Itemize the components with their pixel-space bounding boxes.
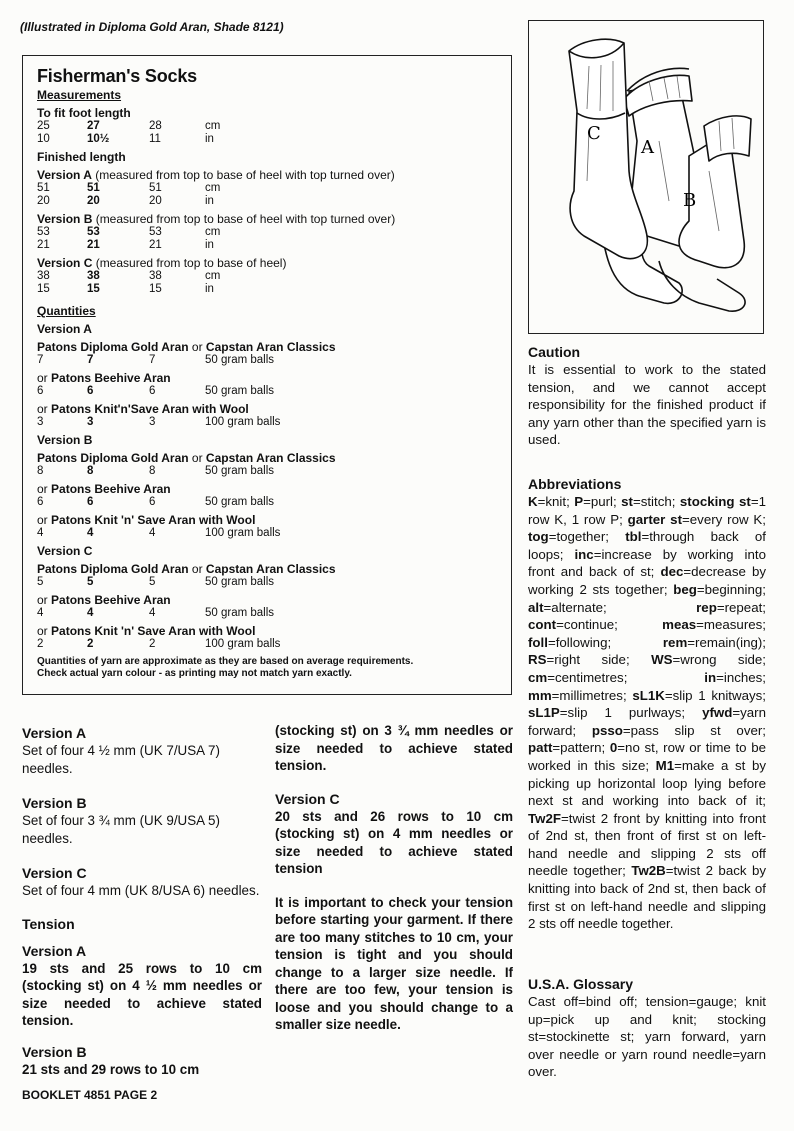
qty-a-beehive-row: 6 6 6 50 gram balls xyxy=(37,385,275,397)
qty-c-diploma-row: 5 5 5 50 gram balls xyxy=(37,576,275,588)
abbreviation-definition: =slip 1 knitways; xyxy=(664,687,766,703)
abbreviation-definition: =pass slip st over; xyxy=(622,722,766,738)
version-a-in-row: 20 20 20 in xyxy=(37,195,214,207)
abbreviation-definition: =1 row K, 1 row P; xyxy=(528,494,766,527)
abbreviation-definition: =knit; xyxy=(537,494,575,509)
abbreviation-term: dec xyxy=(660,564,684,580)
abbreviation-term: meas xyxy=(662,617,697,633)
abbreviation-definition: =through back of loops; xyxy=(528,529,766,562)
abbreviation-term: rep xyxy=(696,599,717,615)
abbreviation-definition: =remain(ing); xyxy=(687,634,766,650)
qty-version-a-label: Version A xyxy=(37,322,92,336)
abbreviation-definition: =measures; xyxy=(696,617,766,633)
abbreviation-term: sL1K xyxy=(632,687,665,703)
abbreviation-definition: =centimetres; xyxy=(547,669,705,685)
foot-length-label: To fit foot length xyxy=(37,106,131,120)
version-c-cm-row: 38 38 38 cm xyxy=(37,270,221,282)
abbreviation-term: inc xyxy=(574,546,594,562)
qty-b-diploma-label: Patons Diploma Gold Aran or Capstan Aran Classics xyxy=(37,451,336,465)
abbreviation-definition: =make a st by picking up horizontal loop lying before next st and working into back of it; xyxy=(528,757,766,809)
measurements-box xyxy=(22,55,512,695)
abbreviation-definition: =stitch; xyxy=(632,494,680,509)
abbreviation-definition: =wrong side; xyxy=(672,652,767,668)
illustration-note: (Illustrated in Diploma Gold Aran, Shade 8121) xyxy=(20,20,284,34)
qty-version-b-label: Version B xyxy=(37,433,93,447)
version-a-cm-row: 51 51 51 cm xyxy=(37,182,221,194)
abbreviation-definition: =continue; xyxy=(556,617,663,633)
needles-version-a-heading: Version A xyxy=(22,725,87,741)
qty-c-knit-row: 2 2 2 100 gram balls xyxy=(37,638,281,650)
qty-a-knit-row: 3 3 3 100 gram balls xyxy=(37,416,281,428)
needles-column xyxy=(22,725,262,1078)
tension-column xyxy=(275,722,513,1034)
sock-label-a: A xyxy=(641,137,654,158)
pattern-title: Fisherman's Socks xyxy=(37,66,197,86)
abbreviation-definition: =millimetres; xyxy=(551,687,633,703)
sock-b-cuff xyxy=(704,116,751,161)
abbreviation-term: WS xyxy=(651,652,673,668)
tension-version-c-text: 20 sts and 26 rows to 10 cm (stocking st) on 4 mm needles or size needed to achieve stated tension xyxy=(275,808,513,876)
tension-version-b-cont: (stocking st) on 3 ¾ mm needles or size needed to achieve stated tension. xyxy=(275,723,513,773)
abbreviations-heading: Abbreviations xyxy=(528,476,622,492)
abbreviation-term: tbl xyxy=(625,529,642,545)
qty-version-c-label: Version C xyxy=(37,544,93,558)
abbreviation-definition: =together; xyxy=(548,529,626,545)
abbreviation-definition: =alternate; xyxy=(543,599,697,615)
abbreviation-term: M1 xyxy=(655,757,675,773)
abbreviation-term: alt xyxy=(528,599,544,615)
version-a-length-label: Version A (measured from top to base of heel with top turned over) xyxy=(37,168,395,182)
needles-version-a-text: Set of four 4 ½ mm (UK 7/USA 7) needles. xyxy=(22,743,220,776)
quantities-note: Quantities of yarn are approximate as they are based on average requirements. Check actual yarn colour - as printing may not match yarn exactly. xyxy=(37,656,414,679)
version-b-cm-row: 53 53 53 cm xyxy=(37,226,221,238)
abbreviation-definition: =pattern; xyxy=(552,740,610,756)
abbreviation-term: in xyxy=(704,669,717,685)
tension-version-b-heading: Version B xyxy=(22,1043,87,1060)
abbreviation-term: RS xyxy=(528,652,547,668)
abbreviation-definition: =yarn forward; xyxy=(528,705,766,738)
abbreviation-term: cont xyxy=(528,617,557,633)
tension-version-a-heading: Version A xyxy=(22,942,87,959)
abbreviation-definition: =inches; xyxy=(716,669,766,685)
qty-b-knit-row: 4 4 4 100 gram balls xyxy=(37,527,281,539)
abbreviation-term: Tw2B xyxy=(631,863,666,879)
abbreviation-term: st xyxy=(621,494,633,509)
qty-c-knit-label: or Patons Knit 'n' Save Aran with Wool xyxy=(37,624,256,638)
abbreviation-definition: =purl; xyxy=(583,494,622,509)
qty-c-diploma-label: Patons Diploma Gold Aran or Capstan Aran Classics xyxy=(37,562,336,576)
tension-version-a-text: 19 sts and 25 rows to 10 cm (stocking st) on 4 ½ mm needles or size needed to achieve stated tension. xyxy=(22,960,262,1028)
abbreviation-definition: =every row K; xyxy=(682,511,766,527)
qty-a-beehive-label: or Patons Beehive Aran xyxy=(37,371,171,385)
caution-text: It is essential to work to the stated tension, and we cannot accept responsibility for the finished product if any yarn other than the specified yarn is used. xyxy=(528,362,766,448)
abbreviation-definition: =repeat; xyxy=(716,599,766,615)
tension-version-b-text: 21 sts and 29 rows to 10 cm xyxy=(22,1061,200,1077)
abbreviation-term: Tw2F xyxy=(528,810,561,826)
abbreviation-term: beg xyxy=(673,581,697,597)
abbreviation-term: 0 xyxy=(609,740,618,756)
qty-a-knit-label: or Patons Knit'n'Save Aran with Wool xyxy=(37,402,249,416)
abbreviation-term: mm xyxy=(528,687,552,703)
tension-heading: Tension xyxy=(22,915,75,932)
needles-version-b-heading: Version B xyxy=(22,795,87,811)
page-footer: BOOKLET 4851 PAGE 2 xyxy=(22,1088,158,1102)
abbreviation-term: yfwd xyxy=(702,705,733,721)
tension-version-c-heading: Version C xyxy=(275,790,340,807)
version-c-in-row: 15 15 15 in xyxy=(37,283,214,295)
needles-version-c-text: Set of four 4 mm (UK 8/USA 6) needles. xyxy=(22,883,260,898)
abbreviation-definition: =beginning; xyxy=(696,581,766,597)
abbreviation-term: patt xyxy=(528,740,553,756)
abbreviation-term: sL1P xyxy=(528,705,560,721)
qty-b-beehive-label: or Patons Beehive Aran xyxy=(37,482,171,496)
version-b-length-label: Version B (measured from top to base of heel with top turned over) xyxy=(37,212,396,226)
version-b-in-row: 21 21 21 in xyxy=(37,239,214,251)
needles-version-c-heading: Version C xyxy=(22,865,87,881)
abbreviation-definition: =twist 2 front by knitting into front of 2nd st, then front of first st on left-hand needle and slipping 2 sts off needle together; xyxy=(528,810,766,879)
abbreviation-term: foll xyxy=(528,634,548,650)
qty-b-knit-label: or Patons Knit 'n' Save Aran with Wool xyxy=(37,513,256,527)
abbreviation-term: garter st xyxy=(627,511,683,527)
abbreviations-section xyxy=(528,476,766,933)
abbreviation-term: rem xyxy=(662,634,688,650)
abbreviation-definition: =twist 2 back by knitting into back of 2nd st, then back of first st on left-hand needle and slipping 2 sts off needle together. xyxy=(528,863,767,932)
socks-drawing xyxy=(529,21,762,332)
glossary-section xyxy=(528,976,766,1081)
qty-a-diploma-label: Patons Diploma Gold Aran or Capstan Aran Classics xyxy=(37,340,336,354)
caution-heading: Caution xyxy=(528,344,581,360)
glossary-heading: U.S.A. Glossary xyxy=(528,976,634,992)
caution-section xyxy=(528,344,766,449)
abbreviation-definition: =slip 1 purlways; xyxy=(559,705,703,721)
version-c-length-label: Version C (measured from top to base of heel) xyxy=(37,256,287,270)
quantities-heading: Quantities xyxy=(37,304,96,318)
sock-label-c: C xyxy=(587,123,601,144)
abbreviation-term: tog xyxy=(528,529,549,545)
qty-b-diploma-row: 8 8 8 50 gram balls xyxy=(37,465,275,477)
abbreviation-definition: =increase by working into front and back of st; xyxy=(528,546,766,580)
foot-in-row: 10 10½ 11 in xyxy=(37,133,214,145)
abbreviation-term: cm xyxy=(528,669,548,685)
abbreviation-term: K xyxy=(528,494,538,509)
abbreviation-term: P xyxy=(574,494,584,509)
abbreviations-list xyxy=(528,493,766,933)
abbreviation-definition: =decrease by working 2 sts together; xyxy=(528,564,766,597)
abbreviation-definition: =following; xyxy=(547,634,663,650)
foot-cm-row: 25 27 28 cm xyxy=(37,120,221,132)
abbreviation-term: stocking st xyxy=(679,494,751,509)
measurements-heading: Measurements xyxy=(37,88,122,102)
tension-check-text: It is important to check your tension before starting your garment. If there are too many stitches to 10 cm, your tension is tight and you should change to a larger size needle. If there are too few, your tension is loose and you should change to a smaller size needle. xyxy=(275,894,513,1032)
qty-a-diploma-row: 7 7 7 50 gram balls xyxy=(37,354,275,366)
sock-label-b: B xyxy=(683,190,697,211)
abbreviation-definition: =no st, row or time to be worked in this size; xyxy=(528,740,766,773)
socks-illustration xyxy=(528,20,764,334)
finished-length-label: Finished length xyxy=(37,150,126,164)
needles-version-b-text: Set of four 3 ¾ mm (UK 9/USA 5) needles. xyxy=(22,813,220,846)
qty-c-beehive-row: 4 4 4 50 gram balls xyxy=(37,607,275,619)
abbreviation-term: psso xyxy=(591,722,623,738)
qty-c-beehive-label: or Patons Beehive Aran xyxy=(37,593,171,607)
abbreviation-definition: =right side; xyxy=(546,652,652,668)
qty-b-beehive-row: 6 6 6 50 gram balls xyxy=(37,496,275,508)
glossary-text: Cast off=bind off; tension=gauge; knit up=pick up and knit; stocking st=stockinette st; yarn forward, yarn over needle or yarn round needle=yarn over. xyxy=(528,994,766,1080)
